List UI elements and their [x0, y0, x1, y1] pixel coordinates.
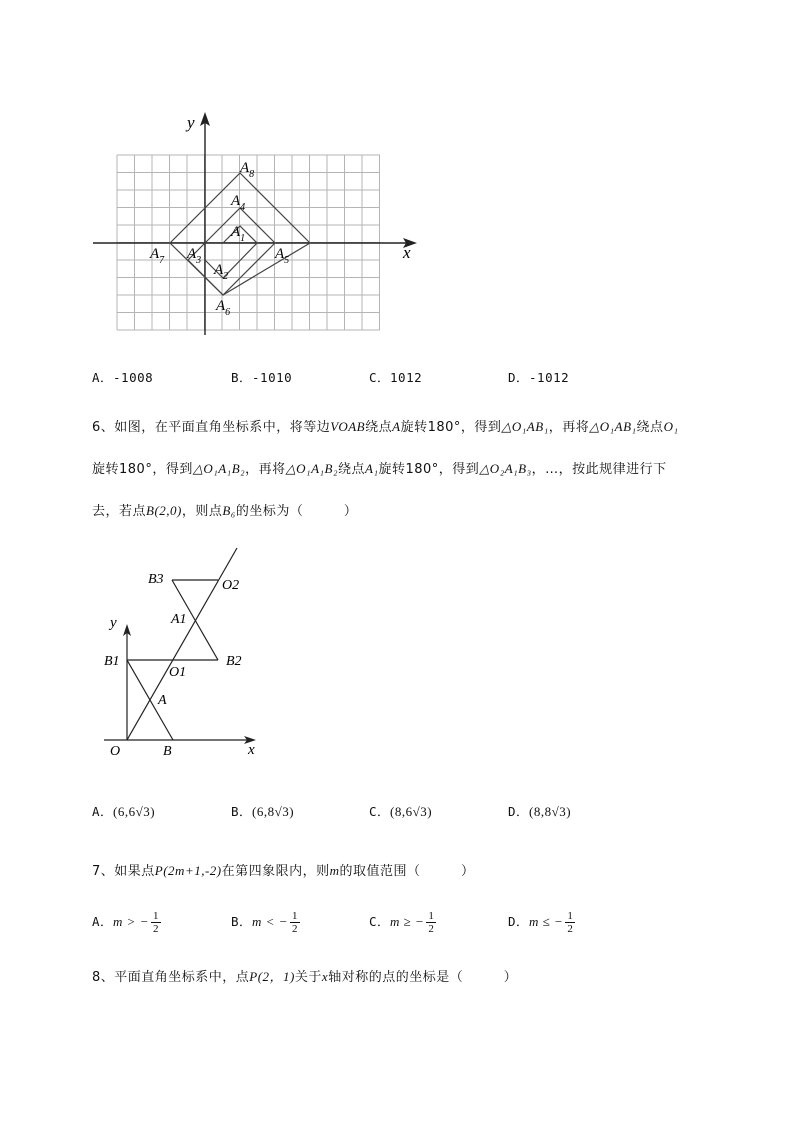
q8-text: 8、平面直角坐标系中，点P(2，1)关于x轴对称的点的坐标是（ ） — [92, 969, 518, 985]
point-label-a8: $A_8$ — [240, 160, 255, 180]
fraction: $\frac{1}{2}$ — [567, 910, 574, 935]
q5-option-d[interactable]: D．-1012 — [508, 370, 570, 385]
label-o: O — [110, 744, 121, 759]
fraction: $\frac{1}{2}$ — [291, 910, 298, 935]
point-label-a5: $A_5$ — [275, 246, 290, 266]
label-b3: B3 — [148, 572, 164, 587]
fraction: $\frac{1}{2}$ — [428, 910, 435, 935]
label-y: y — [110, 615, 117, 631]
point-label-a6: $A_6$ — [216, 298, 231, 318]
q7-option-d[interactable]: D．m ≤ − $\frac{1}{2}$ — [508, 910, 574, 935]
axis-label-x: x — [403, 243, 411, 262]
q7-option-a[interactable]: A．m > − $\frac{1}{2}$ — [92, 910, 159, 935]
label-o1: O1 — [169, 665, 187, 680]
point-label-a4: $A_4$ — [231, 193, 246, 213]
q6-option-c[interactable]: C．(8,6√3) — [369, 804, 433, 819]
q6-line-2: 旋转180°，得到△O₁A₁B₂，再将△O₁A₁B₂绕点A₁旋转180°，得到△O₂A₁B₃，…，按此规律进行下 — [92, 461, 667, 477]
point-label-a7: $A_7$ — [150, 246, 165, 266]
q5-option-a[interactable]: A．-1008 — [92, 370, 154, 385]
q7-text: 7、如果点P(2m+1,-2)在第四象限内，则m的取值范围（ ） — [92, 863, 475, 879]
triangle-figure — [95, 540, 275, 765]
label-x: x — [248, 742, 255, 758]
point-label-a1: $A_1$ — [231, 224, 246, 244]
q6-option-a[interactable]: A．(6,6√3) — [92, 804, 156, 819]
label-a1: A1 — [171, 612, 187, 627]
label-a: A — [158, 693, 167, 708]
long-diagonal — [127, 548, 240, 740]
point-label-a3: $A_3$ — [187, 246, 202, 266]
q5-option-b[interactable]: B．-1010 — [231, 370, 293, 385]
label-b2: B2 — [226, 654, 242, 669]
q7-option-c[interactable]: C．m ≥ − $\frac{1}{2}$ — [369, 910, 435, 935]
axis-label-y: y — [187, 113, 195, 132]
label-b: B — [163, 744, 172, 759]
inner-path — [188, 208, 275, 295]
q7-option-b[interactable]: B．m < − $\frac{1}{2}$ — [231, 910, 298, 935]
q6-line-3: 去，若点B(2,0)，则点B₆的坐标为（ ） — [92, 503, 358, 519]
grid-figure — [90, 105, 420, 335]
q6-option-b[interactable]: B．(6,8√3) — [231, 804, 295, 819]
label-o2: O2 — [222, 578, 240, 593]
fraction: $\frac{1}{2}$ — [152, 910, 159, 935]
q6-option-d[interactable]: D．(8,8√3) — [508, 804, 572, 819]
q6-line-1: 6、如图，在平面直角坐标系中，将等边VOAB绕点A旋转180°，得到△O₁AB₁，再将△O₁AB₁绕点O₁ — [92, 419, 679, 435]
label-b1: B1 — [104, 654, 120, 669]
point-label-a2: $A_2$ — [214, 262, 229, 282]
q5-option-c[interactable]: C．1012 — [369, 370, 423, 385]
seg-b2-a1 — [195, 620, 218, 660]
